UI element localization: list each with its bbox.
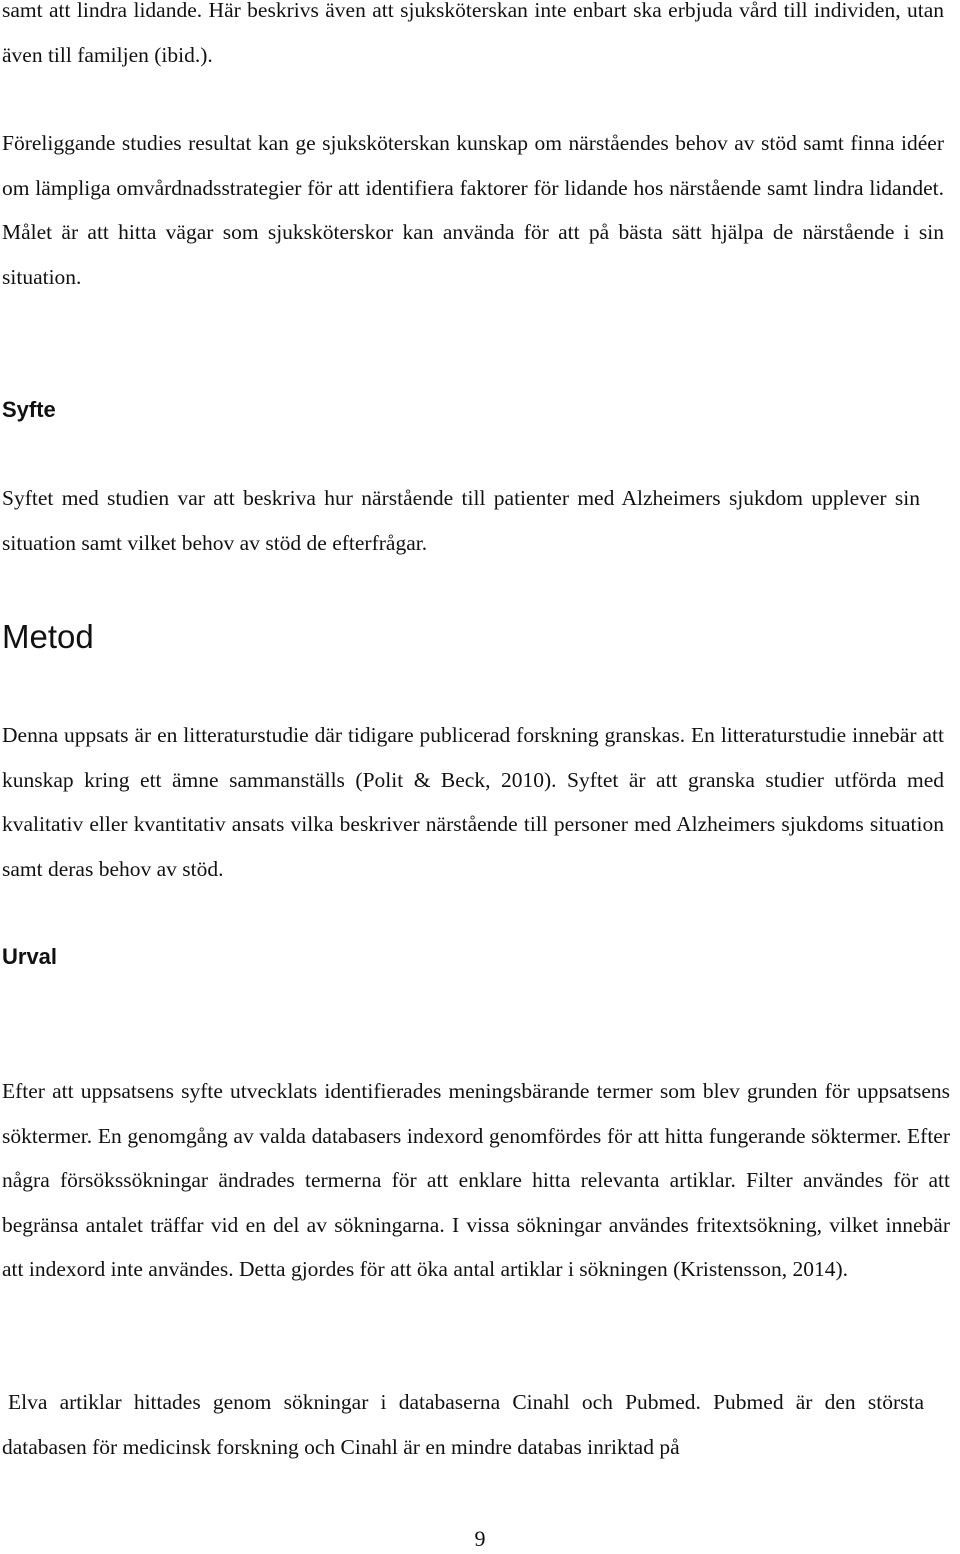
paragraph-metod: Denna uppsats är en litteraturstudie där tidigare publicerad forskning granskas. En litteraturstudie innebär att kunskap kring ett ämne sammanställs (Polit & Beck, 2010). Syftet är att granska studier utförda med kvalitativ eller kvantitativ ansats vilka beskriver närstående till personer med Alzheimers sjukdoms situation samt deras behov av stöd. xyxy=(2,723,944,881)
paragraph-urval-search-terms: Efter att uppsatsens syfte utvecklats identifierades meningsbärande termer som blev grunden för uppsatsens söktermer. En genomgång av valda databasers indexord genomfördes för att hitta fungerande söktermer. Efter några försökssökningar ändrades termerna för att enklare hitta relevanta artiklar. Filter användes för att begränsa antalet träffar vid en del av sökningarna. I vissa sökningar användes fritextsökning, vilket innebär att indexord inte användes. Detta gjordes för att öka antal artiklar i sökningen (Kristensson, 2014). xyxy=(2,1079,950,1281)
paragraph-intro-tail: samt att lindra lidande. Här beskrivs även att sjuksköterskan inte enbart ska erbjuda vård till individen, utan även till familjen (ibid.). xyxy=(2,0,944,67)
page-number: 9 xyxy=(474,1526,486,1551)
paragraph-relevance: Föreliggande studies resultat kan ge sjuksköterskan kunskap om närståendes behov av stöd samt finna idéer om lämpliga omvårdnadsstrategier för att identifiera faktorer för lidande hos närstående samt lindra lidandet. Målet är att hitta vägar som sjuksköterskor kan använda för att på bästa sätt hjälpa de närstående i sin situation. xyxy=(2,131,944,289)
heading-metod: Metod xyxy=(2,618,94,655)
paragraph-syfte: Syftet med studien var att beskriva hur närstående till patienter med Alzheimers sjukdom upplever sin situation samt vilket behov av stöd de efterfrågar. xyxy=(2,486,920,555)
heading-syfte: Syfte xyxy=(2,397,56,422)
paragraph-urval-databases: Elva artiklar hittades genom sökningar i databaserna Cinahl och Pubmed. Pubmed är den största databasen för medicinsk forskning och Cinahl är en mindre databas inriktad på xyxy=(2,1390,924,1459)
heading-urval: Urval xyxy=(2,944,58,969)
